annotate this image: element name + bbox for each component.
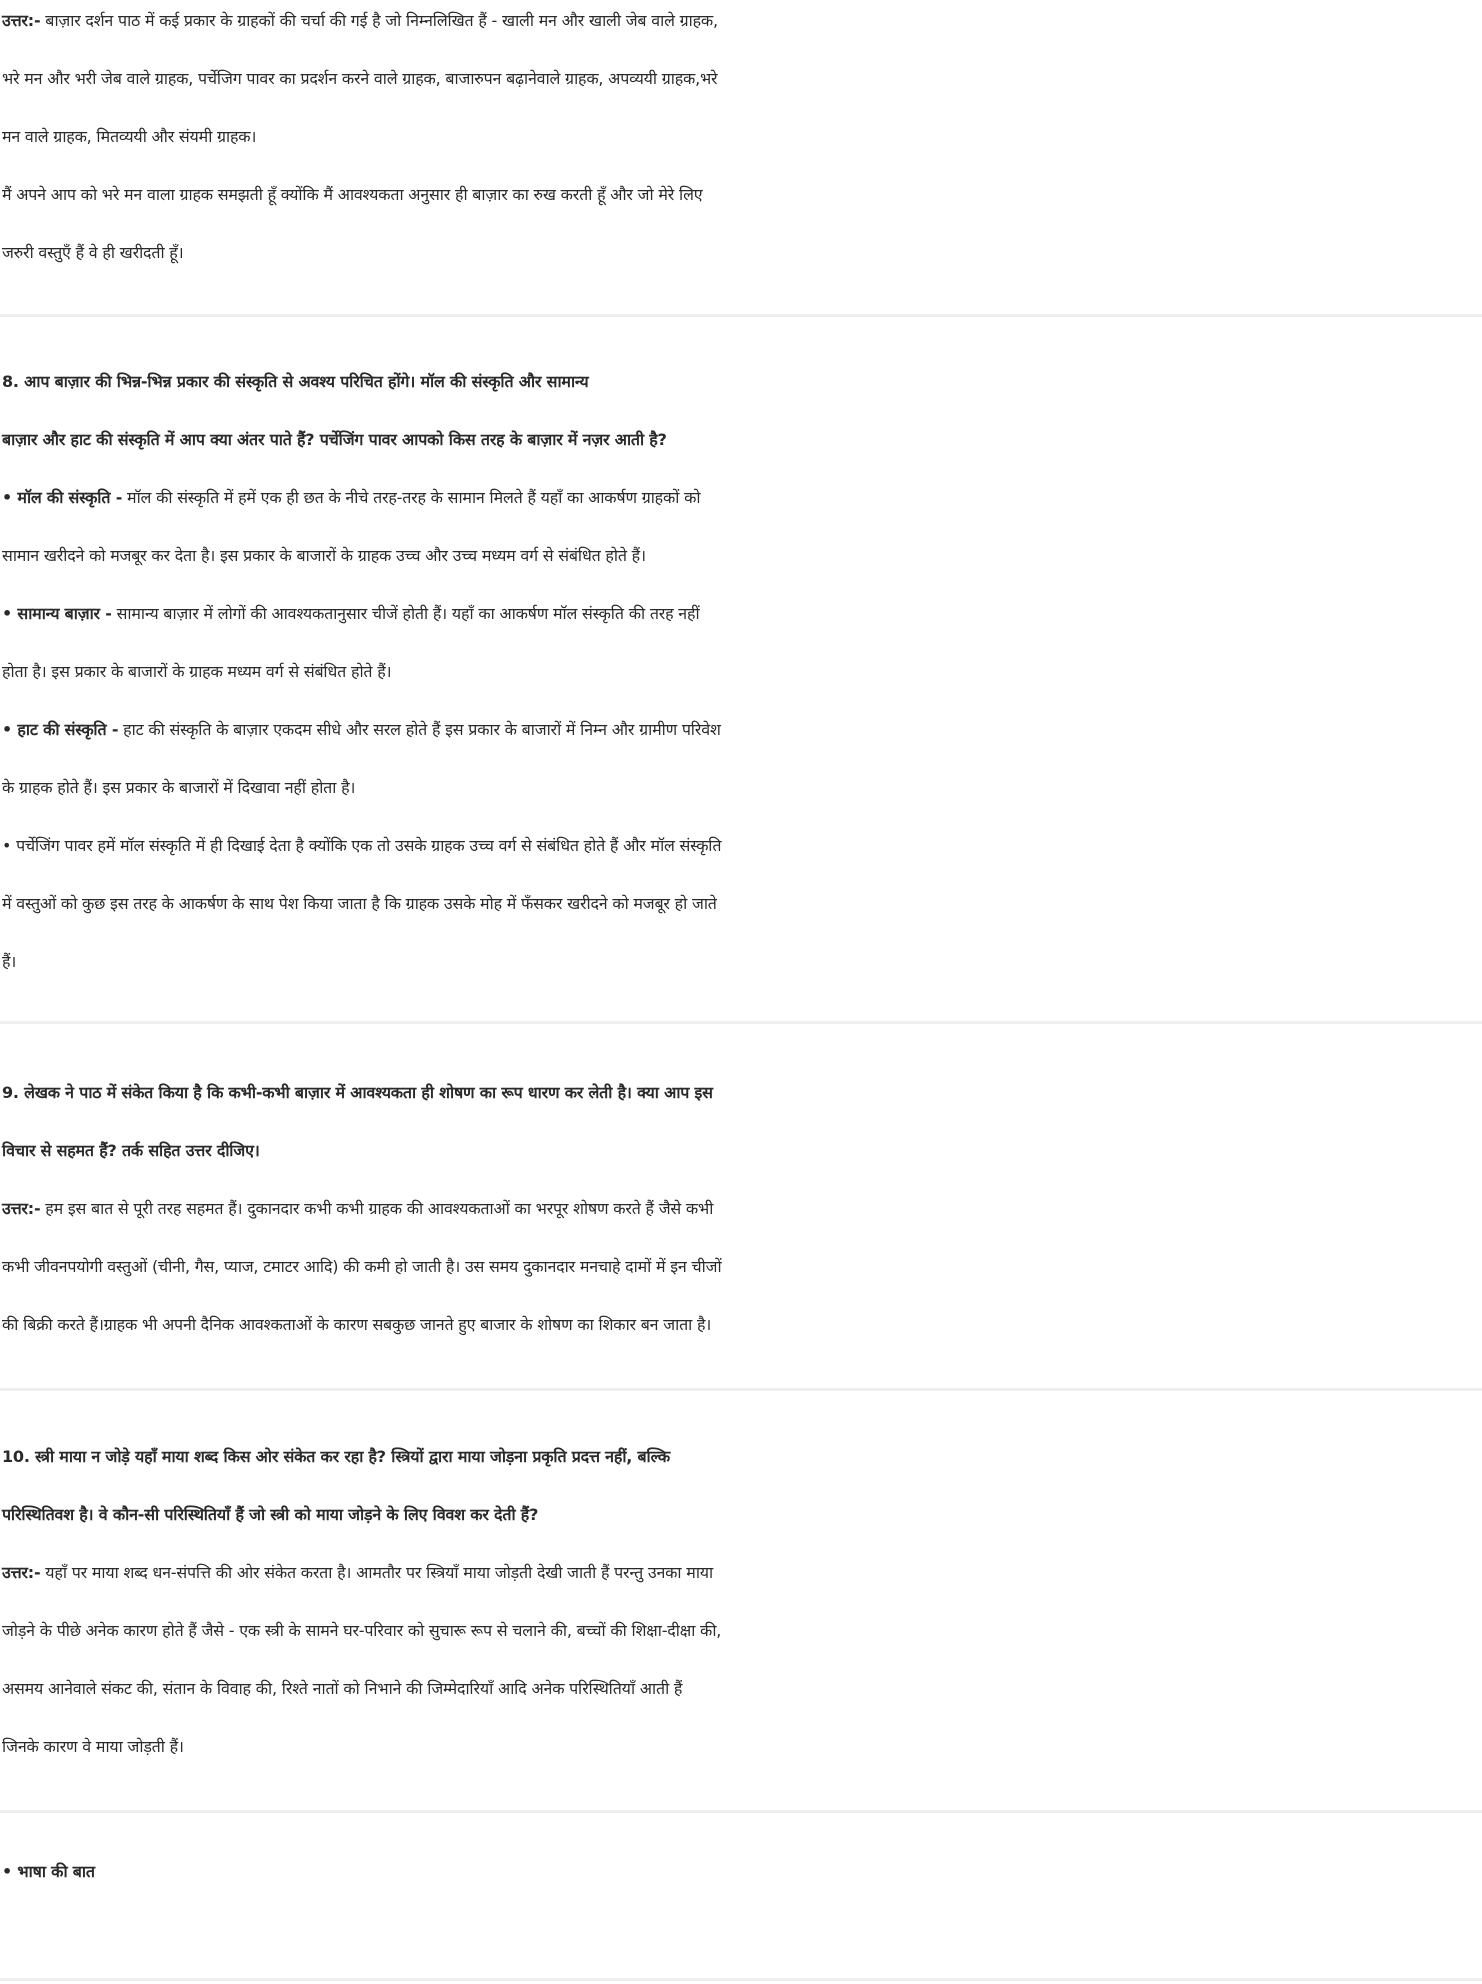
answer-line: भरे मन और भरी जेब वाले ग्राहक, पर्चेजिग पावर का प्रदर्शन करने वाले ग्राहक, बाजारुपन बढ़ानेवाले ग्राहक, अपव्ययी ग्राहक,भरे bbox=[2, 69, 718, 88]
question-8-line: 8. आप बाज़ार की भिन्न-भिन्न प्रकार की संस्कृति से अवश्य परिचित होंगे। मॉल की संस्कृति और सामान्य bbox=[2, 372, 589, 391]
answer-line: जिनके कारण वे माया जोड़ती हैं। bbox=[2, 1737, 184, 1756]
general-market-text: सामान्य बाज़ार में लोगों की आवश्यकतानुसार चीजें होती हैं। यहाँ का आकर्षण मॉल संस्कृति की तरह नहीं bbox=[111, 604, 700, 623]
haat-culture-line: के ग्राहक होते हैं। इस प्रकार के बाजारों में दिखावा नहीं होता है। bbox=[2, 778, 356, 797]
answer-line: कभी जीवनपयोगी वस्तुओं (चीनी, गैस, प्याज, टमाटर आदि) की कमी हो जाती है। उस समय दुकानदार मनचाहे दामों में इन चीजों bbox=[2, 1257, 722, 1276]
mall-culture-line: सामान खरीदने को मजबूर कर देता है। इस प्रकार के बाजारों के ग्राहक उच्च और उच्च मध्यम वर्ग से संबंधित होते हैं। bbox=[2, 546, 646, 565]
section-divider bbox=[0, 1021, 1482, 1024]
language-section bbox=[0, 1843, 1482, 1901]
purchasing-power-line: में वस्तुओं को कुछ इस तरह के आकर्षण के साथ पेश किया जाता है कि ग्राहक उसके मोह में फँसकर खरीदने को मजबूर हो जाते bbox=[2, 894, 717, 913]
question-9-block bbox=[0, 1064, 1482, 1354]
purchasing-power-line: हैं। bbox=[2, 952, 17, 971]
answer-text: यहाँ पर माया शब्द धन-संपत्ति की ओर संकेत करता है। आमतौर पर स्त्रियाँ माया जोड़ती देखी जाती हैं परन्तु उनका माया bbox=[40, 1563, 714, 1582]
answer-line bbox=[2, 0, 1482, 50]
answer-text: बाज़ार दर्शन पाठ में कई प्रकार के ग्राहकों की चर्चा की गई है जो निम्नलिखित हैं - खाली मन और खाली जेब वाले ग्राहक, bbox=[40, 11, 718, 30]
answer-text: हम इस बात से पूरी तरह सहमत हैं। दुकानदार कभी कभी ग्राहक की आवश्यकताओं का भरपूर शोषण करते हैं जैसे कभी bbox=[40, 1199, 714, 1218]
general-market-label: • सामान्य बाज़ार - bbox=[2, 604, 112, 623]
question-10-block bbox=[0, 1428, 1482, 1776]
question-10-line: 10. स्त्री माया न जोड़े यहाँ माया शब्द किस ओर संकेत कर रहा है? स्त्रियों द्वारा माया जोड़ना प्रकृति प्रदत्त नहीं, बल्कि bbox=[2, 1447, 670, 1466]
mall-culture-label: • मॉल की संस्कृति - bbox=[2, 488, 123, 507]
answer-line: मैं अपने आप को भरे मन वाला ग्राहक समझती हूँ क्योंकि मैं आवश्यकता अनुसार ही बाज़ार का रुख करती हूँ और जो मेरे लिए bbox=[2, 185, 703, 204]
general-market-line: होता है। इस प्रकार के बाजारों के ग्राहक मध्यम वर्ग से संबंधित होते हैं। bbox=[2, 662, 392, 681]
question-9-line: 9. लेखक ने पाठ में संकेत किया है कि कभी-कभी बाज़ार में आवश्यकता ही शोषण का रूप धारण कर लेती है। क्या आप इस bbox=[2, 1083, 713, 1102]
section-divider bbox=[0, 314, 1482, 317]
haat-culture-label: • हाट की संस्कृति - bbox=[2, 720, 119, 739]
answer-line bbox=[2, 1544, 1482, 1602]
mall-culture-text: मॉल की संस्कृति में हमें एक ही छत के नीचे तरह-तरह के सामान मिलते हैं यहाँ का आकर्षण ग्राहकों को bbox=[122, 488, 701, 507]
answer-line: जरुरी वस्तुएँ हैं वे ही खरीदती हूँ। bbox=[2, 243, 184, 262]
purchasing-power-line: • पर्चेजिंग पावर हमें मॉल संस्कृति में ही दिखाई देता है क्योंकि एक तो उसके ग्राहक उच्च वर्ग से संबंधित होते हैं और मॉल संस्कृति bbox=[2, 836, 722, 855]
haat-culture-text: हाट की संस्कृति के बाज़ार एकदम सीधे और सरल होते हैं इस प्रकार के बाजारों में निम्न और ग्रामीण परिवेश bbox=[118, 720, 721, 739]
section-divider bbox=[0, 1978, 1482, 1981]
answer-line: की बिक्री करते हैं।ग्राहक भी अपनी दैनिक आवश्कताओं के कारण सबकुछ जानते हुए बाजार के शोषण का शिकार बन जाता है। bbox=[2, 1315, 712, 1334]
answer-line: मन वाले ग्राहक, मितव्ययी और संयमी ग्राहक। bbox=[2, 127, 257, 146]
haat-culture-line bbox=[2, 701, 1482, 759]
question-8-block bbox=[0, 353, 1482, 991]
general-market-line bbox=[2, 585, 1482, 643]
answer-label: उत्तर:- bbox=[2, 1199, 41, 1218]
answer-line: जोड़ने के पीछे अनेक कारण होते हैं जैसे - एक स्त्री के सामने घर-परिवार को सुचारू रूप से चलाने की, बच्चों की शिक्षा-दीक्षा की, bbox=[2, 1621, 722, 1640]
answer-block-top bbox=[0, 0, 1482, 282]
answer-label: उत्तर:- bbox=[2, 1563, 41, 1582]
section-divider bbox=[0, 1388, 1482, 1391]
language-heading: • भाषा की बात bbox=[2, 1862, 95, 1881]
question-8-line: बाज़ार और हाट की संस्कृति में आप क्या अंतर पाते हैं? पर्चेजिंग पावर आपको किस तरह के बाज़ार में नज़र आती है? bbox=[2, 430, 667, 449]
mall-culture-line bbox=[2, 469, 1482, 527]
answer-line: असमय आनेवाले संकट की, संतान के विवाह की, रिश्ते नातों को निभाने की जिम्मेदारियाँ आदि अनेक परिस्थितियाँ आती हैं bbox=[2, 1679, 683, 1698]
section-divider bbox=[0, 1810, 1482, 1813]
question-10-line: परिस्थितिवश है। वे कौन-सी परिस्थितियाँ हैं जो स्त्री को माया जोड़ने के लिए विवश कर देती हैं? bbox=[2, 1505, 539, 1524]
question-9-line: विचार से सहमत हैं? तर्क सहित उत्तर दीजिए। bbox=[2, 1141, 260, 1160]
answer-label: उत्तर:- bbox=[2, 11, 41, 30]
answer-line bbox=[2, 1180, 1482, 1238]
